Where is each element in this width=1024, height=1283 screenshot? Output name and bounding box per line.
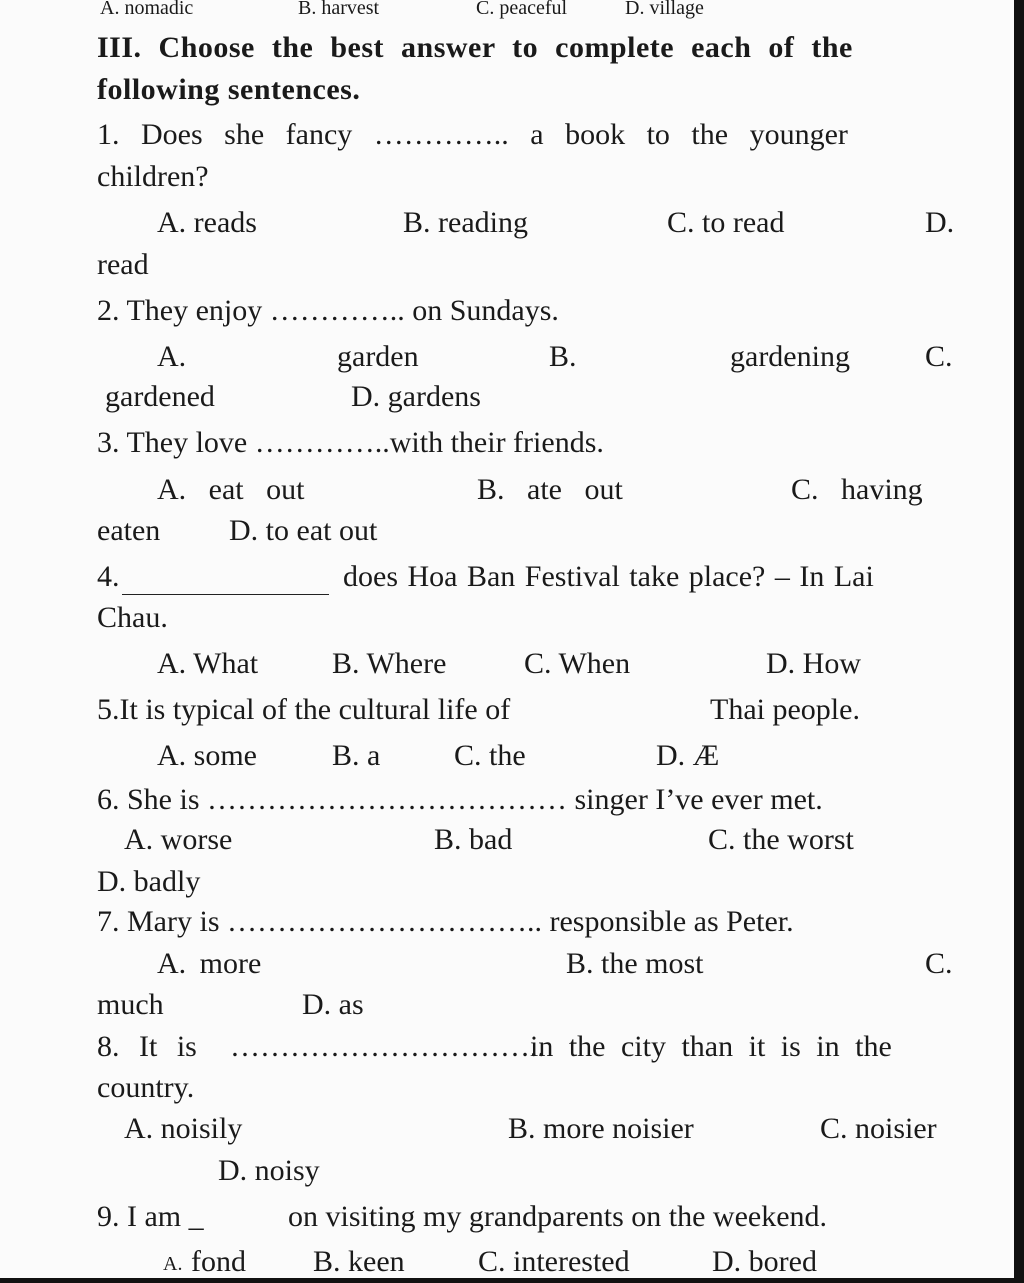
question-8-text-cont: country. xyxy=(97,1071,195,1104)
question-4-option-a: A. What xyxy=(157,647,259,680)
question-2-option-b-prefix: B. xyxy=(549,340,577,373)
question-3-option-c-cont: eaten xyxy=(97,514,161,547)
question-5-text-cont: Thai people. xyxy=(710,693,860,726)
question-4-number: 4. xyxy=(97,560,120,593)
question-7-option-b: B. the most xyxy=(566,947,704,980)
question-7-option-c: C. xyxy=(925,947,953,980)
question-2-option-a-prefix: A. xyxy=(157,340,187,373)
question-5-option-c: C. the xyxy=(454,739,526,772)
question-6-text: 6. She is ……………………………… singer I’ve ever met. xyxy=(97,783,823,816)
section-title-line1: III. Choose the best answer to complete each of the xyxy=(97,31,853,64)
prev-option-c: C. peaceful xyxy=(476,0,568,19)
question-9-text-start: 9. I am _ xyxy=(97,1200,204,1233)
question-8-text-end: in the city than it is in the xyxy=(530,1030,892,1063)
question-7-option-c-cont: much xyxy=(97,988,164,1021)
prev-option-a: A. nomadic xyxy=(100,0,194,19)
question-7-option-d: D. as xyxy=(302,988,364,1021)
question-3-text: 3. They love …………..with their friends. xyxy=(97,426,604,459)
question-1-text: 1. Does she fancy ………….. a book to the younger xyxy=(97,118,848,151)
question-2-option-c-word: gardened xyxy=(105,380,215,413)
question-8-option-b: B. more noisier xyxy=(508,1112,694,1145)
question-6-option-a: A. worse xyxy=(124,823,233,856)
question-8-option-a: A. noisily xyxy=(124,1112,243,1145)
question-4-option-c: C. When xyxy=(524,647,631,680)
question-9-text-end: on visiting my grandparents on the weekend. xyxy=(288,1200,828,1233)
question-3-option-b: B. ate out xyxy=(477,473,623,506)
question-6-option-c: C. the worst xyxy=(708,823,854,856)
question-7-text: 7. Mary is ………………………….. responsible as Peter. xyxy=(97,905,794,938)
question-1-option-c: C. to read xyxy=(667,206,785,239)
question-8-option-c: C. noisier xyxy=(820,1112,937,1145)
question-8-blank: ………………………….. xyxy=(230,1030,545,1063)
question-9-option-b: B. keen xyxy=(313,1245,405,1278)
question-4-option-d: D. How xyxy=(766,647,861,680)
question-3-option-d: D. to eat out xyxy=(229,514,378,547)
question-2-text: 2. They enjoy ………….. on Sundays. xyxy=(97,294,559,327)
question-5-option-a: A. some xyxy=(157,739,257,772)
prev-option-b: B. harvest xyxy=(298,0,380,19)
question-2-option-d: D. gardens xyxy=(351,380,481,413)
question-6-option-b: B. bad xyxy=(434,823,513,856)
question-8-text-start: 8. It is xyxy=(97,1030,197,1063)
section-title-line2: following sentences. xyxy=(97,73,361,106)
question-4-option-b: B. Where xyxy=(332,647,447,680)
question-1-option-b: B. reading xyxy=(403,206,528,239)
question-2-option-a-word: garden xyxy=(337,340,419,373)
question-2-option-c-prefix: C. xyxy=(925,340,953,373)
question-4-text: does Hoa Ban Festival take place? – In Lai xyxy=(343,560,874,593)
question-9-option-c: C. interested xyxy=(478,1245,630,1278)
question-9-option-d: D. bored xyxy=(712,1245,817,1278)
question-9-option-a-prefix: A. xyxy=(163,1253,183,1275)
question-5-option-d: D. Æ xyxy=(656,739,720,772)
prev-option-d: D. village xyxy=(625,0,704,19)
question-2-option-b-word: gardening xyxy=(730,340,850,373)
question-3-option-a: A. eat out xyxy=(157,473,305,506)
question-6-option-d: D. badly xyxy=(97,865,201,898)
question-5-option-b: B. a xyxy=(332,739,381,772)
question-5-text: 5.It is typical of the cultural life of xyxy=(97,693,511,726)
question-1-text-cont: children? xyxy=(97,160,209,193)
question-4-blank xyxy=(122,594,329,595)
question-8-option-d: D. noisy xyxy=(218,1154,320,1187)
question-4-text-cont: Chau. xyxy=(97,601,168,634)
question-9-option-a-word: fond xyxy=(191,1245,246,1278)
question-1-option-a: A. reads xyxy=(157,206,257,239)
question-3-option-c: C. having xyxy=(791,473,923,506)
question-1-option-d: D. xyxy=(925,206,955,239)
question-1-option-d-cont: read xyxy=(97,248,149,281)
question-7-option-a: A. more xyxy=(157,947,262,980)
